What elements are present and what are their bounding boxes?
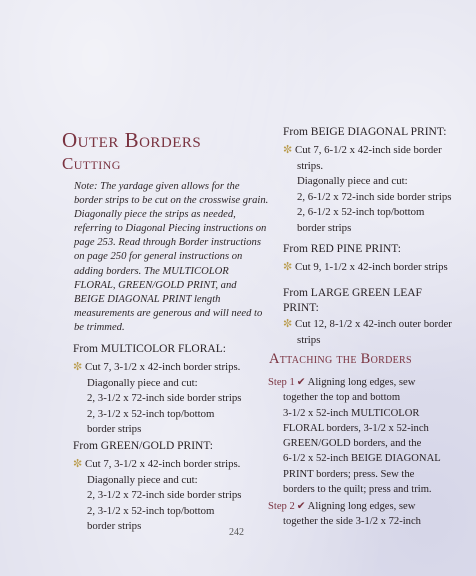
list-item: ✼ Cut 7, 3-1/2 x 42-inch border strips. Diagonally piece and cut: 2, 3-1/2 x 72-inch side border strips 2, 3-1/2 x 52-inch top/bottom border strips [73,458,242,532]
checkmark-icon: ✔ [296,501,306,512]
section-heading: From BEIGE DIAGONAL PRINT: [283,126,447,138]
asterisk-icon: ✼ [73,361,83,373]
section-heading: From LARGE GREEN LEAF PRINT: [283,287,422,314]
asterisk-icon: ✼ [283,318,293,330]
section-subtitle: Cutting [62,154,121,173]
section-heading: From GREEN/GOLD PRINT: [73,440,213,452]
step-1: Step 1 ✔ Aligning long edges, sew together the top and bottom 3-1/2 x 52-inch MULTICOLOR FLORAL borders, 3-1/2 x 52-inch GREEN/GOLD borders, and the 6-1/2 x 52-inch BEIGE DIAGONAL PRINT borders; press. Sew the borders to the quilt; press and trim. [268,377,441,496]
step-2: Step 2 ✔ Aligning long edges, sew together the side 3-1/2 x 72-inch [268,501,421,528]
section-heading: From RED PINE PRINT: [283,243,401,255]
section-heading: From MULTICOLOR FLORAL: [73,343,226,355]
list-item: ✼ Cut 7, 3-1/2 x 42-inch border strips. Diagonally piece and cut: 2, 3-1/2 x 72-inch side border strips 2, 3-1/2 x 52-inch top/bottom border strips [73,361,242,435]
page-title: Outer Borders [62,128,202,152]
list-item: ✼ Cut 12, 8-1/2 x 42-inch outer border strips [283,318,452,346]
attach-title: Attaching the Borders [269,351,412,367]
list-item: ✼ Cut 7, 6-1/2 x 42-inch side border strips. Diagonally piece and cut: 2, 6-1/2 x 72-inch side border strips 2, 6-1/2 x 52-inch top/bottom border strips [283,144,452,234]
asterisk-icon: ✼ [283,261,293,273]
checkmark-icon: ✔ [296,377,306,388]
asterisk-icon: ✼ [73,458,83,470]
note-paragraph: Note: The yardage given allows for the border strips to be cut on the crosswise grain. Diagonally piece the strips as needed, referring to Diagonal Piecing instructions on page 253. Read through Border instructions on page 250 for general instructions on adding borders. The MULTICOLOR FLORAL, GREEN/GOLD PRINT, and BEIGE DIAGONAL PRINT length measurements are generous and will need to be trimmed. [74,181,269,333]
list-item: ✼ Cut 9, 1-1/2 x 42-inch border strips [283,261,448,273]
page-number: 242 [229,527,244,538]
asterisk-icon: ✼ [283,144,293,156]
